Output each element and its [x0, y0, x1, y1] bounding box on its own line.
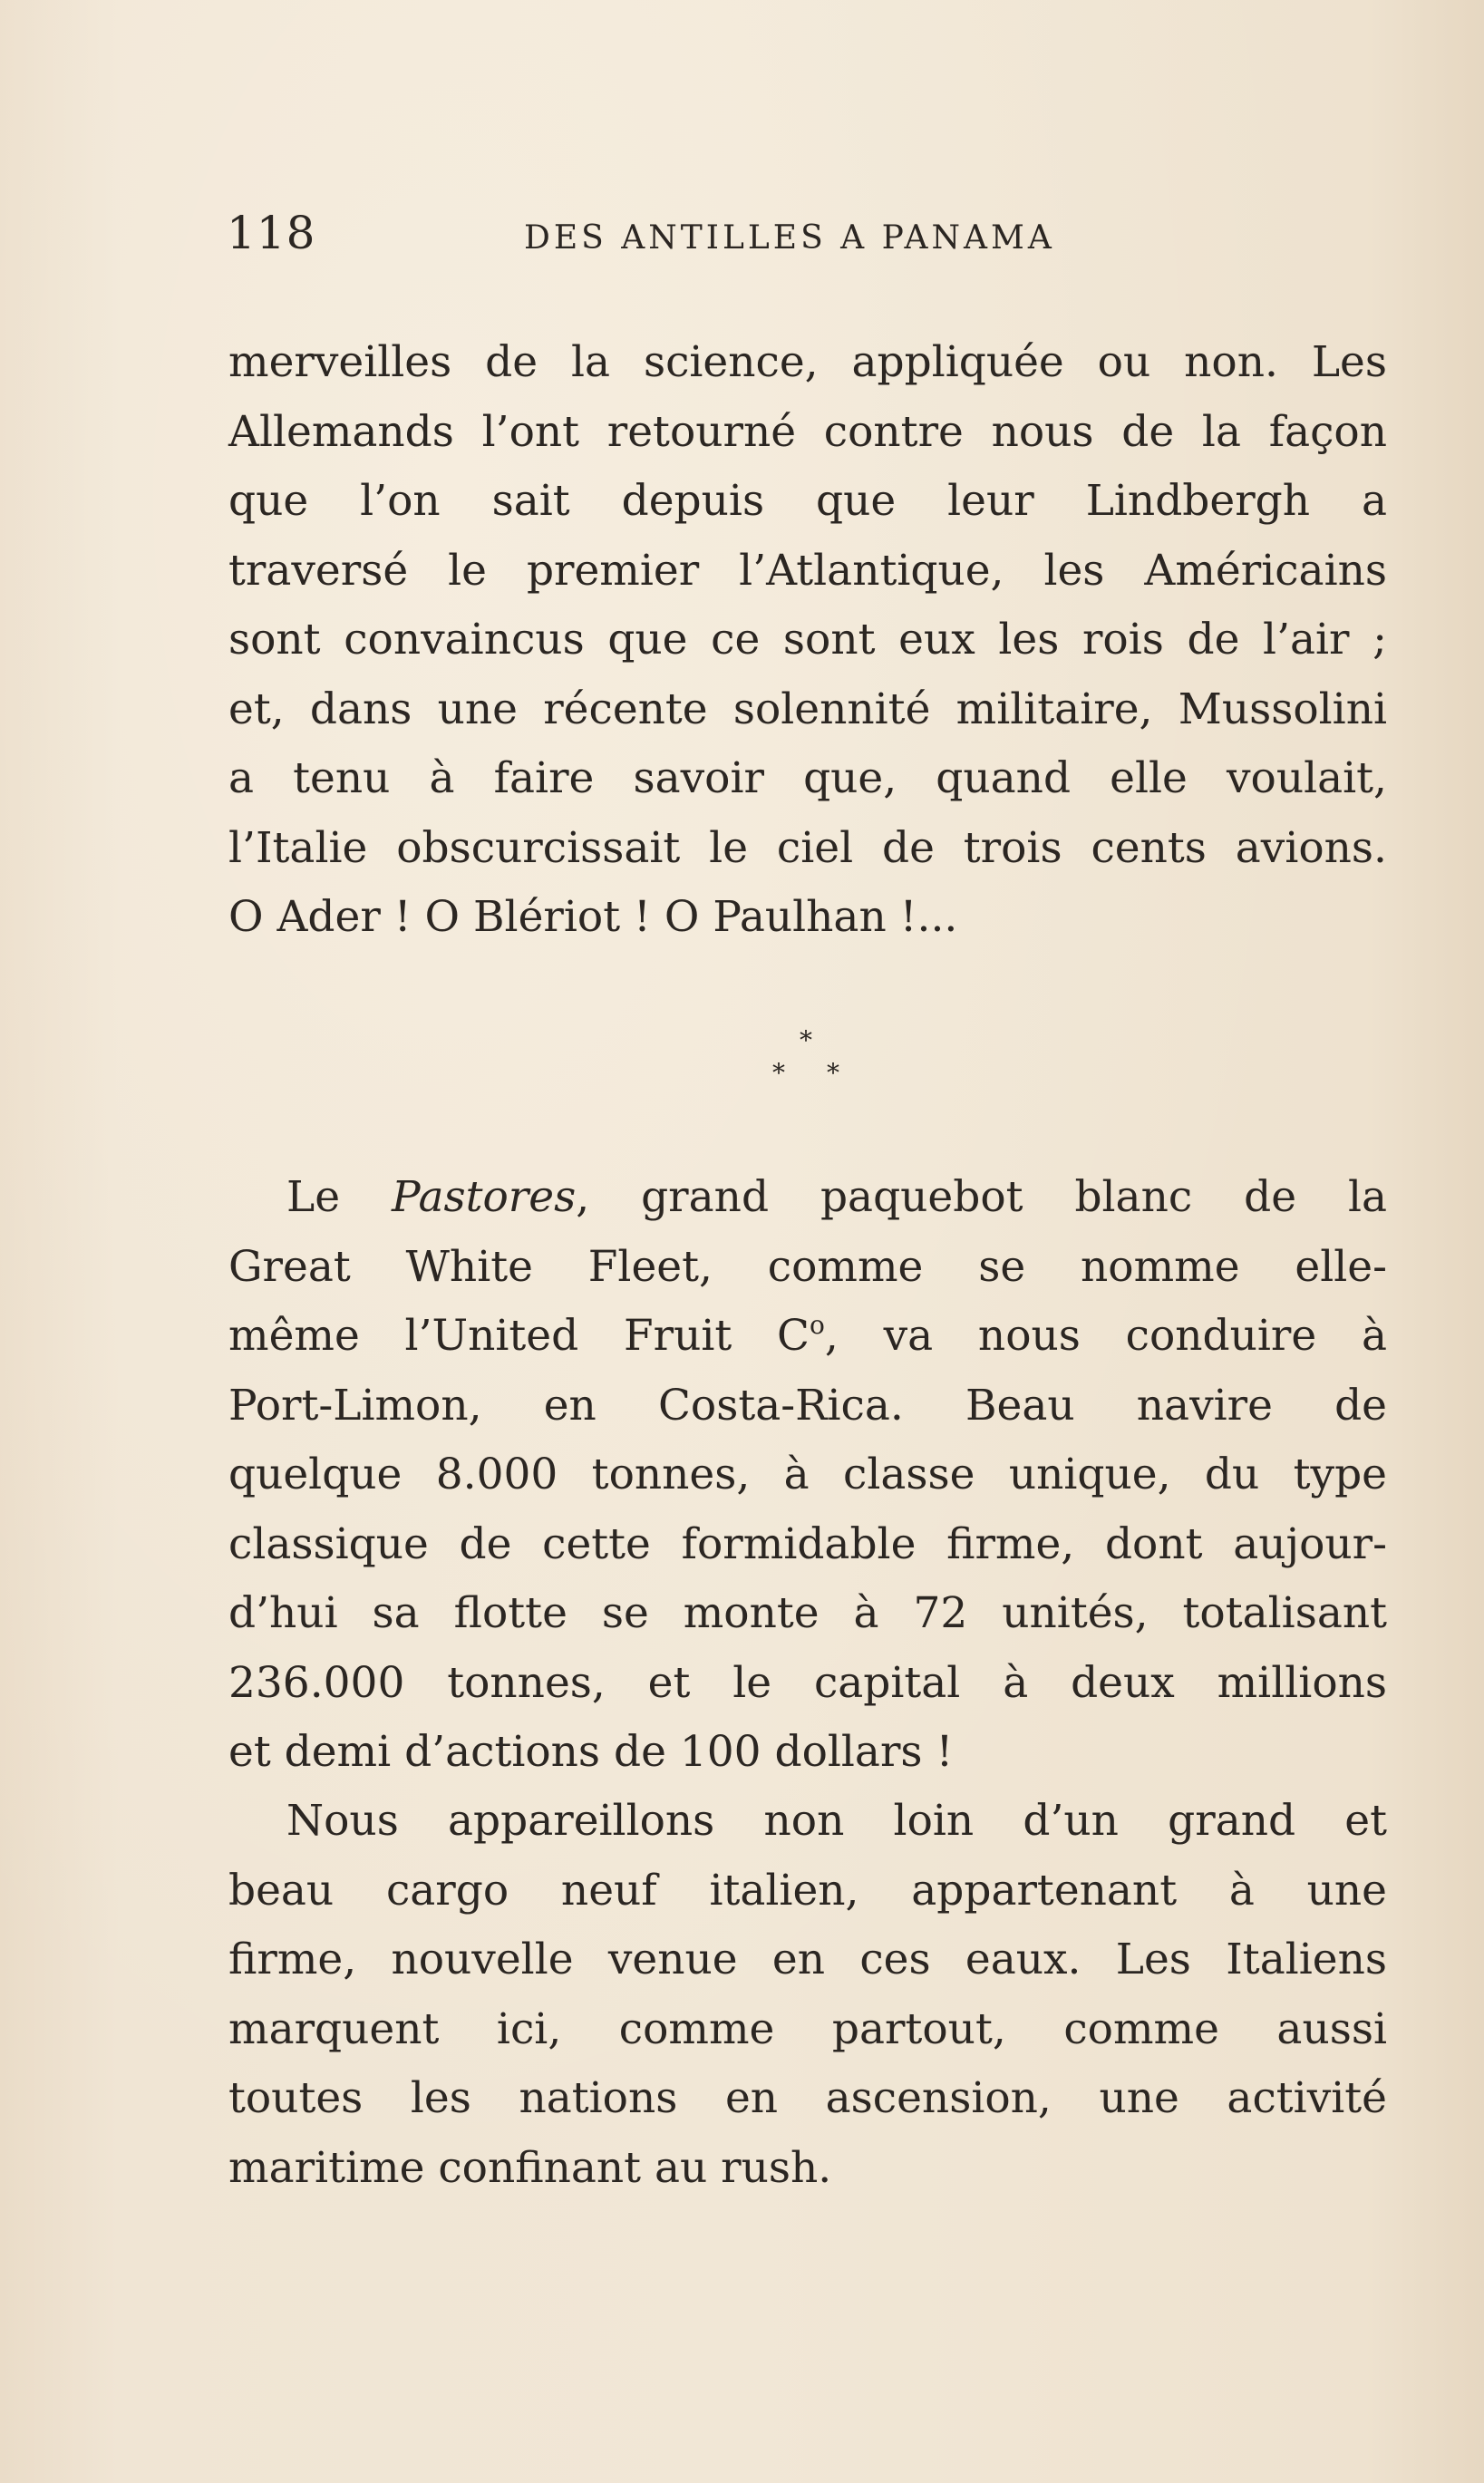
superscript: o [810, 1310, 825, 1340]
text-line: Great White Fleet, comme se nomme elle- [228, 1241, 1387, 1292]
running-title: DES ANTILLES A PANAMA [524, 219, 1055, 257]
text-line: beau cargo neuf italien, appartenant à une [228, 1865, 1387, 1916]
text-line: que l’on sait depuis que leur Lindbergh a [228, 476, 1387, 526]
text-line: quelque 8.000 tonnes, à classe unique, du type [228, 1450, 1387, 1499]
text-line: d’hui sa flotte se monte à 72 unités, totalisant [228, 1588, 1387, 1638]
asterism-star: * [772, 1058, 785, 1088]
text-line: toutes les nations en ascension, une activité [228, 2073, 1387, 2123]
text-line: 236.000 tonnes, et le capital à deux millions [228, 1657, 1387, 1708]
text-line: merveilles de la science, appliquée ou non. Les [228, 337, 1387, 387]
text-line: marquent ici, comme partout, comme aussi [228, 2003, 1387, 2054]
asterism-star: * [800, 1025, 812, 1055]
text-line: l’Italie obscurcissait le ciel de trois cents avions. [228, 822, 1387, 873]
text-line: classique de cette formidable firme, dont aujour- [228, 1518, 1387, 1569]
text-line: O Ader ! O Blériot ! O Paulhan !... [228, 892, 958, 942]
text-line: firme, nouvelle venue en ces eaux. Les Italiens [228, 1935, 1387, 1984]
text-fragment: même l’United Fruit C [228, 1311, 810, 1361]
text-line [228, 1302, 1387, 1372]
text-fragment: , va nous conduire à [824, 1311, 1388, 1361]
asterism-star: * [827, 1058, 839, 1088]
text-line: et, dans une récente solennité militaire, Mussolini [228, 684, 1387, 734]
text-line: Allemands l’ont retourné contre nous de la façon [228, 406, 1387, 457]
text-line: a tenu à faire savoir que, quand elle voulait, [228, 753, 1387, 803]
text-line: Port-Limon, en Costa-Rica. Beau navire de [228, 1380, 1387, 1431]
paragraph-3 [228, 1787, 1387, 2203]
text-line [228, 1163, 1387, 1233]
text-line: et demi d’actions de 100 dollars ! [228, 1727, 954, 1777]
section-separator [761, 1025, 852, 1091]
page-number: 118 [227, 207, 316, 259]
paragraph-2 [228, 1163, 1387, 1788]
text-fragment: Le [286, 1172, 392, 1222]
text-line: Nous appareillons non loin d’un grand et [286, 1796, 1387, 1846]
text-line: sont convaincus que ce sont eux les rois de l’air ; [228, 615, 1387, 664]
text-line: maritime confinant au rush. [228, 2142, 832, 2193]
running-head [227, 207, 1387, 270]
paragraph-1 [228, 328, 1387, 953]
text-fragment: , grand paquebot blanc de la [576, 1172, 1387, 1222]
ship-name: Pastores [391, 1172, 577, 1222]
text-line: traversé le premier l’Atlantique, les Américains [228, 545, 1387, 596]
